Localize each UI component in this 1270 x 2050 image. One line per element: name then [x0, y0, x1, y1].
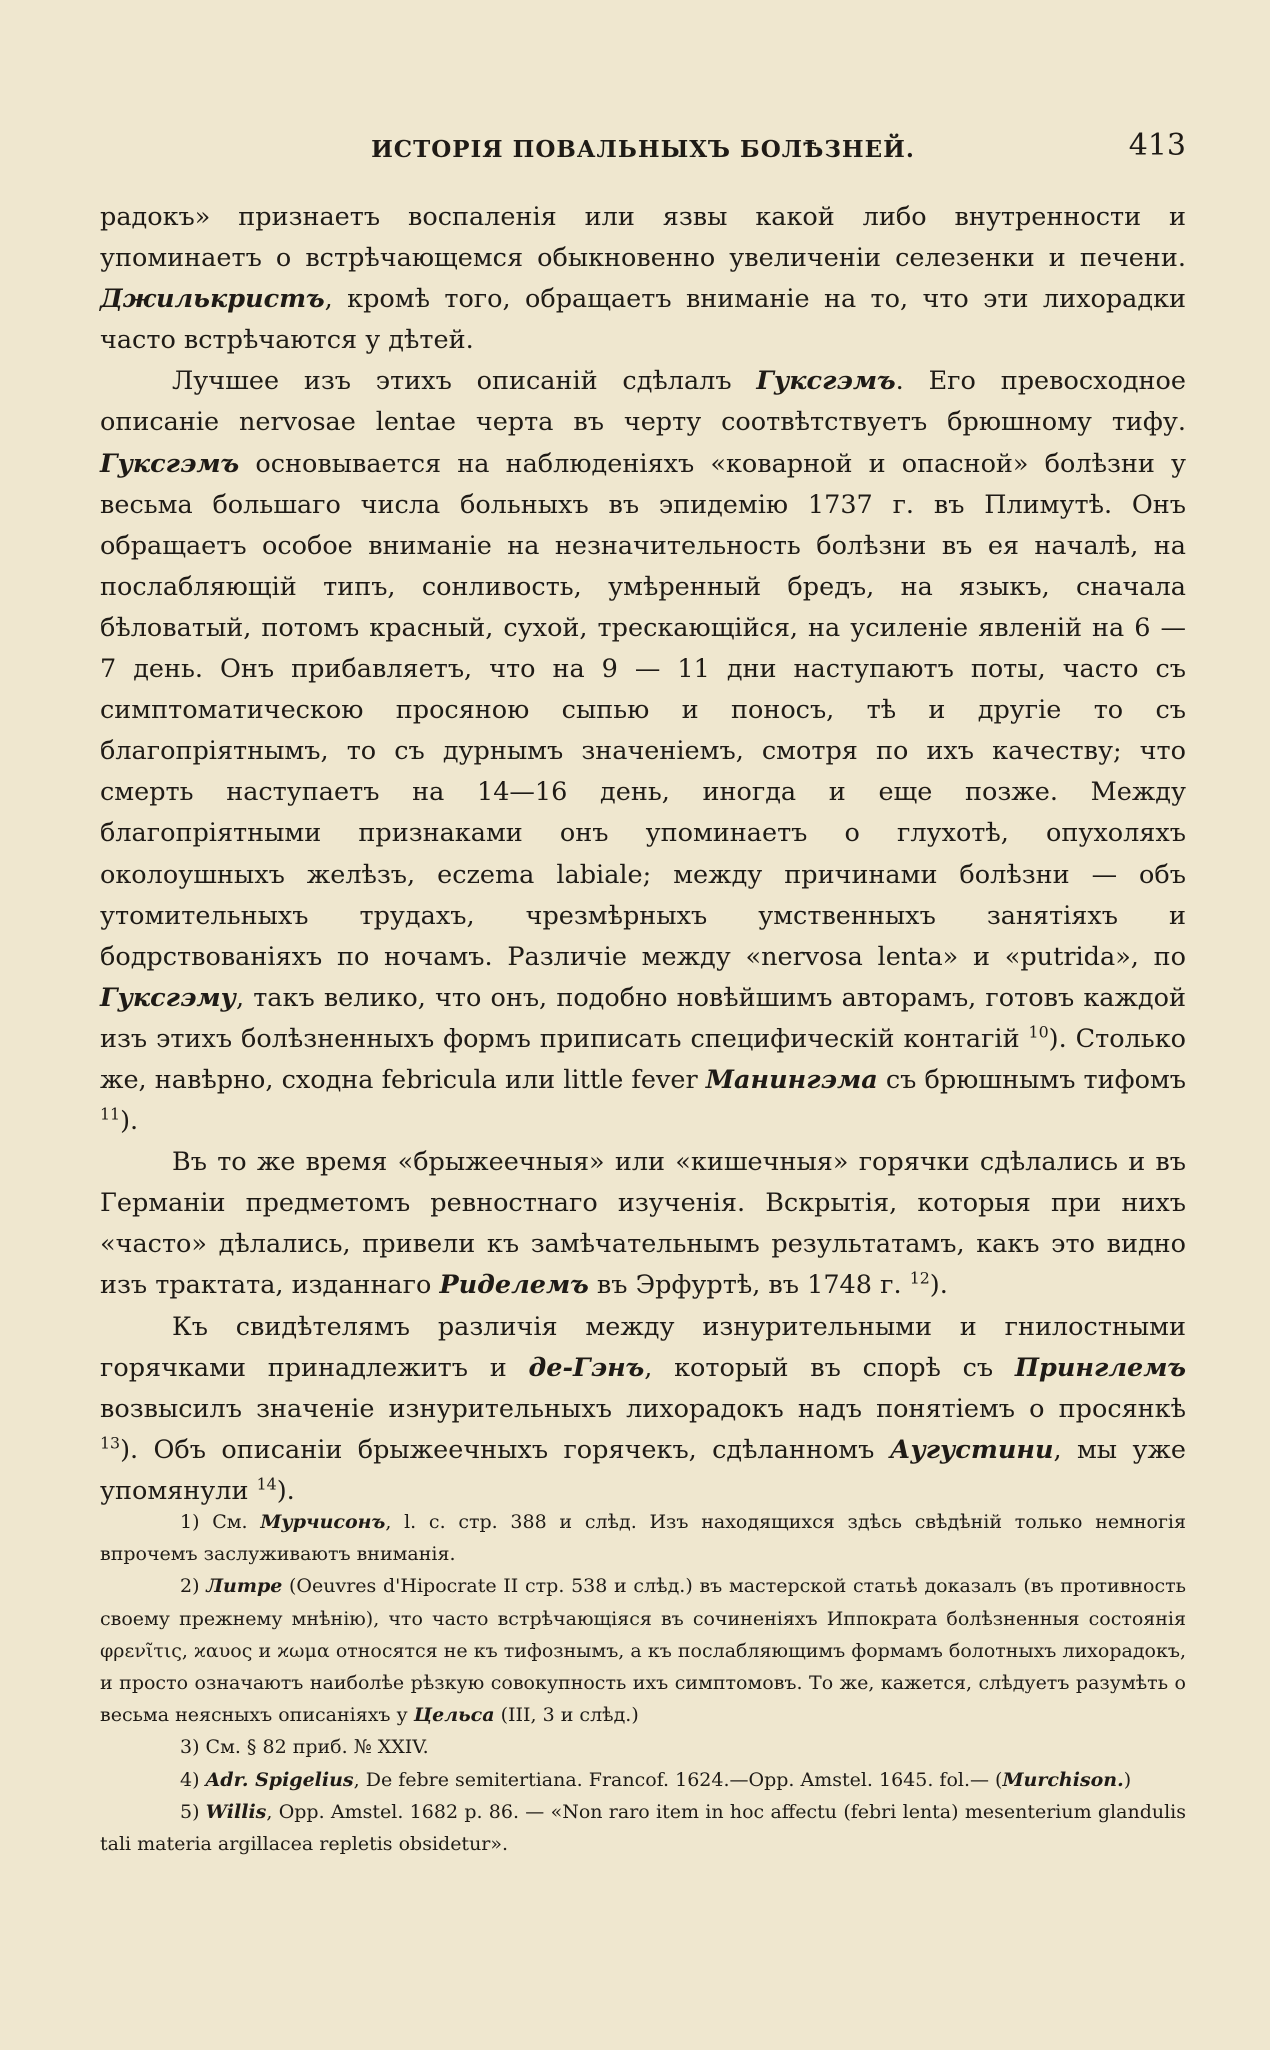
text-run: въ Эрфуртѣ, въ 1748 г. [588, 1270, 910, 1301]
paragraph [100, 1307, 1186, 1512]
main-text [100, 197, 1186, 1512]
footnote-1 [100, 1506, 1186, 1570]
author-name: де-Гэнъ [528, 1352, 645, 1383]
author-name: Мурчисонъ [260, 1511, 386, 1533]
text-run: , Opp. Amstel. 1682 p. 86. — «Non raro item in hoc affectu (febri lenta) mesenterium glandulis tali materia argillacea repletis obsidetur». [100, 1800, 1187, 1856]
footnote-3 [100, 1731, 1186, 1763]
page-number: 413 [1128, 128, 1186, 163]
paragraph [100, 197, 1186, 361]
footnote-ref: 10 [1028, 1022, 1049, 1042]
author-name: Гуксгэму [100, 982, 236, 1013]
author-name: Гуксгэмъ [100, 448, 240, 479]
page-header [100, 128, 1186, 172]
footnote-ref: 12 [909, 1268, 930, 1288]
text-run: ) [1123, 1768, 1132, 1791]
text-run: , De febre semitertiana. Francof. 1624.—Opp. Amstel. 1645. fol.— ( [353, 1768, 1003, 1791]
author-name: Murchison. [1002, 1768, 1124, 1791]
text-run: , который въ спорѣ съ [644, 1352, 1015, 1383]
text-run: возвысилъ значеніе изнурительныхъ лихорадокъ надъ понятіемъ о просянкѣ [100, 1393, 1186, 1424]
footnote-2 [100, 1570, 1186, 1731]
text-run: 5) [180, 1800, 206, 1823]
author-name: Риделемъ [439, 1270, 589, 1301]
paragraph [100, 1142, 1186, 1306]
text-run: , l. c. стр. 388 и слѣд. Изъ находящихся здѣсь свѣдѣній только немногія впрочемъ заслуживаютъ вниманія. [100, 1511, 1186, 1566]
text-run: , такъ велико, что онъ, подобно новѣйшимъ авторамъ, готовъ каждой изъ этихъ болѣзненныхъ формъ приписать специфическій контагій [100, 982, 1186, 1054]
text-run: Въ то же время «брыжеечныя» или «кишечныя» горячки сдѣлались и въ Германіи предметомъ ревностнаго изученія. Вскрытія, которыя при нихъ «часто» дѣлались, привели къ замѣчательнымъ результатамъ, какъ это видно изъ трактата, изданнаго [100, 1147, 1186, 1301]
text-run: 3) См. § 82 приб. № XXIV. [180, 1736, 429, 1759]
footnotes [100, 1506, 1186, 1860]
author-name: Аугустини [889, 1434, 1054, 1465]
text-run: съ брюшнымъ тифомъ [877, 1064, 1187, 1095]
running-title: ИСТОРІЯ ПОВАЛЬНЫХЪ БОЛѢЗНЕЙ. [371, 136, 915, 163]
text-run: радокъ» признаетъ воспаленія или язвы какой либо внутренности и упоминаетъ о встрѣчающемся обыкновенно увеличеніи селезенки и печени. [100, 202, 1186, 274]
text-run: 2) [180, 1575, 207, 1598]
author-name: Литре [206, 1575, 283, 1598]
footnote-4 [100, 1764, 1186, 1796]
text-run: ). Объ описаніи брыжеечныхъ горячекъ, сдѣланномъ [120, 1434, 890, 1465]
footnote-5 [100, 1796, 1186, 1860]
paragraph [100, 361, 1186, 1142]
footnote-ref: 13 [100, 1433, 121, 1453]
footnote-ref: 11 [100, 1104, 121, 1124]
text-run: , мы уже упомянули [100, 1434, 1187, 1506]
text-run: Лучшее изъ этихъ описаній сдѣлалъ [172, 366, 757, 397]
author-name: Willis [205, 1800, 267, 1823]
text-run: Къ свидѣтелямъ различія между изнурительными и гнилостными горячками принадлежитъ и [100, 1311, 1186, 1383]
text-run: ). [120, 1106, 139, 1137]
text-run: 4) [180, 1768, 206, 1791]
text-run: . Его превосходное описаніе nervosae lentae черта въ черту соотвѣтствуетъ брюшному тифу. [100, 366, 1186, 438]
text-run: (Oeuvres d'Hipocrate II стр. 538 и слѣд.) въ мастерской статьѣ доказалъ (въ противность своему прежнему мнѣнію), что часто встрѣчающіяся въ сочиненіяхъ Иппократа болѣзненныя состоянія φρενῖτις, ϰαυος и ϰωμα относятся не къ тифознымъ, а къ послабляющимъ формамъ болотныхъ лихорадокъ, и просто означаютъ наиболѣе рѣзкую совокупность ихъ симптомовъ. То же, кажется, слѣдуетъ разумѣть о весьма неясныхъ описаніяхъ у [100, 1575, 1186, 1727]
text-run: (III, 3 и слѣд.) [494, 1704, 639, 1727]
author-name: Adr. Spigelius [205, 1768, 354, 1791]
text-run: основывается на наблюденіяхъ «коварной и опасной» болѣзни у весьма большаго числа больныхъ въ эпидемію 1737 г. въ Плимутѣ. Онъ обращаетъ особое вниманіе на незначительность болѣзни въ ея началѣ, на послабляющій типъ, сонливость, умѣренный бредъ, на языкъ, сначала бѣловатый, потомъ красный, сухой, трескающійся, на усиленіе явленій на 6 — 7 день. Онъ прибавляетъ, что на 9 — 11 дни наступаютъ поты, часто съ симптоматическою просяною сыпью и поносъ, тѣ и другіе то съ благопріятнымъ, то съ дурнымъ значеніемъ, смотря по ихъ качеству; что смерть наступаетъ на 14—16 день, иногда и еще позже. Между благопріятными признаками онъ упоминаетъ о глухотѣ, опухоляхъ околоушныхъ желѣзъ, eczema labiale; между причинами болѣзни — объ утомительныхъ трудахъ, чрезмѣрныхъ умственныхъ занятіяхъ и бодрствованіяхъ по ночамъ. Различіе между «nervosa lenta» и «putrida», по [100, 448, 1186, 972]
author-name: Принглемъ [1014, 1352, 1186, 1383]
author-name: Джилькристъ [100, 284, 325, 315]
author-name: Гуксгэмъ [756, 366, 896, 397]
text-run: ). [929, 1270, 948, 1301]
footnote-ref: 14 [256, 1474, 277, 1494]
author-name: Манингэма [705, 1064, 878, 1095]
text-run: ). Столько же, навѣрно, сходна febricula или little fever [100, 1023, 1186, 1095]
text-run: 1) См. [180, 1511, 261, 1533]
text-run: ). [276, 1475, 295, 1506]
author-name: Цельса [413, 1704, 495, 1727]
text-run: , кромѣ того, обращаетъ вниманіе на то, что эти лихорадки часто встрѣчаются у дѣтей. [100, 284, 1186, 356]
